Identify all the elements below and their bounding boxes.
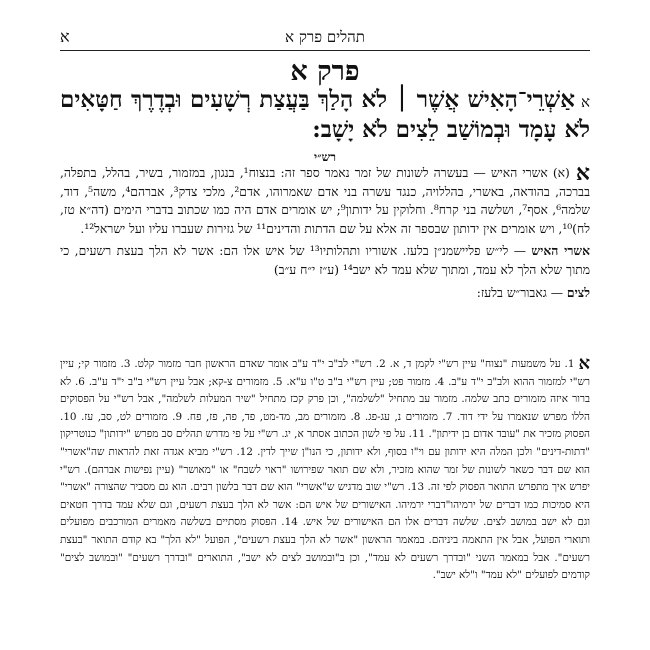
running-head-page-letter: א [60, 27, 70, 46]
commentary-initial-letter: א [575, 160, 591, 186]
verse-text: אַשְׁרֵי־הָאִישׁ אֲשֶׁר ׀ לֹא הָלַךְ בַּעֲצַת רְשָׁעִים וּבְדֶרֶךְ חַטָּאִים לֹא עָמָד וּבְמוֹשַׁב לֵצִים לֹא יָשָׁב: [60, 86, 590, 143]
commentary-paragraph [60, 284, 590, 303]
commentary-paragraph [60, 160, 591, 238]
footnotes-initial-letter: א [578, 353, 590, 374]
commentary-header: רש״י [313, 150, 337, 164]
running-head [60, 28, 590, 51]
commentary-heading-word: אשרי האיש [531, 243, 590, 259]
commentary-paragraph [60, 242, 590, 279]
commentary-text: — לי״ש פליישמנ״ן בלעז. אשוריו ותהלותיו¹³ של איש אלו הם: אשר לא הלך בעצת רשעים, כי מתוך שלא הלך לא עמד, ומתוך שלא עמד לא ישב¹⁴ (ע״ז י״ח ע״ב) [60, 244, 590, 277]
chapter-title: פרק א [290, 56, 360, 87]
commentary-text: — גאבור״ש בלעז: [476, 285, 567, 300]
footnotes [60, 355, 590, 585]
footnotes-text: 1. על משמעות "נצוח" עיין רש"י לקמן ד, א. 2. רש"י לב"ב י"ד ע"ב אומר שאדם הראשון חבר מזמור קלט. 3. מזמור קי; עיין רש"י למזמור ההוא ולב"ב י"ד ע"ב. 4. מזמור פט; עיין רש"י ב"ב ט"ו ע"א. 5. מזמורים צ-קא; אבל עיין רש"י ב"ב י"ד ע"ב. 6. לא ברור איזה מזמורים כתב שלמה. מזמור עב מתחיל "לשלמה", וכן פרק קכז מתחיל "שיר המעלות לשלמה", אבל רש"י על הפסוקים הללו מפרש שנאמרו על ידי דוד. 7. מזמורים נ, עג-פג. 8. מזמורים מב, מד-מט, פד, פה, פז, פח. 9. מזמורים לט, סב, עז. 10. הפסוק מזכיר את "עובד אדום בן ידיתון". 11. על פי לשון הכתוב אסתר א, יג. רש"י על פי מדרש תהלים סב מפרש "ידותון" כנוטריקון "דתות-דינים" ולכן המלה היא ידותון עם וי"ו בסוף, ולא ידותון, כי הנו"ן שייך לדין. 12. רש"י מביא אגדה זאת להראות שה"אשרי" הוא שם דבר כשאר לשונות של זמר שהוא מזכיר, ולא שם תואר שפירושו "ראוי לשבח" או "מאושר" (עיין נפישות אברהם). רש"י יפרש איך מתפרש התואר הפסוק לפי זה. 13. רש"י שוב מדגיש ש"אשרי" הוא שם דבר בלשון רבים. הוא גם מסביר שהצורה "אשרי" היא סמיכות כמו דברים של ירמיהו"דברי ירמיהו. האישורים של איש הם: אשר לא הלך בעצת רשעים, וגם שלא עמד בדרך חטאים וגם לא ישב במושב לצים. שלשה דברים אלו הם האישורים של איש. 14. הפסוק מסתיים בשלשה מאמרים המורכבים מפועלים ותוארי הפועל, אבל אין התאמה ביניהם. במאמר הראשון "אשר לא הלך בעצת רשעים", הפועל "לא הלך" בא קודם התואר "בעצת רשעים". אבל במאמר השני "ובדרך רשעים לא עמד", וכן ב"ובמושב לצים לא ישב", התוארים "ובדרך רשעים" "ובמושב לצים" קודמים לפועלים "לא עמד" ו"לא ישב". [60, 358, 591, 582]
commentary-heading-word: לצים [566, 284, 590, 300]
verse-number: א [580, 93, 590, 111]
commentary-text: (א) אשרי האיש — בעשרה לשונות של זמר נאמר ספר זה: בנצוח¹, בנגון, במזמור, בשיר, בהלל, בתפלה, בברכה, בהודאה, באשרי, בהללויה, כנגד עשרה בני אדם שאמרוהו, אדם², מלכי צדק³, אברהם⁴, משה⁵, דוד, שלמה⁶, אסף⁷, ושלשה בני קרח⁸. וחלוקין על ידותון⁹; יש אומרים אדם היה כמו שכתוב בדברי הימים (דה״א טז, לח)¹⁰, ויש אומרים אין ידותון שבספר זה אלא על שם הדתות והדינים¹¹ של גזירות שעברו עליו ועל ישראל¹². [60, 166, 591, 236]
verse-block [60, 86, 590, 144]
commentary-body [60, 160, 591, 302]
running-head-title: תהלים פרק א [285, 28, 365, 46]
